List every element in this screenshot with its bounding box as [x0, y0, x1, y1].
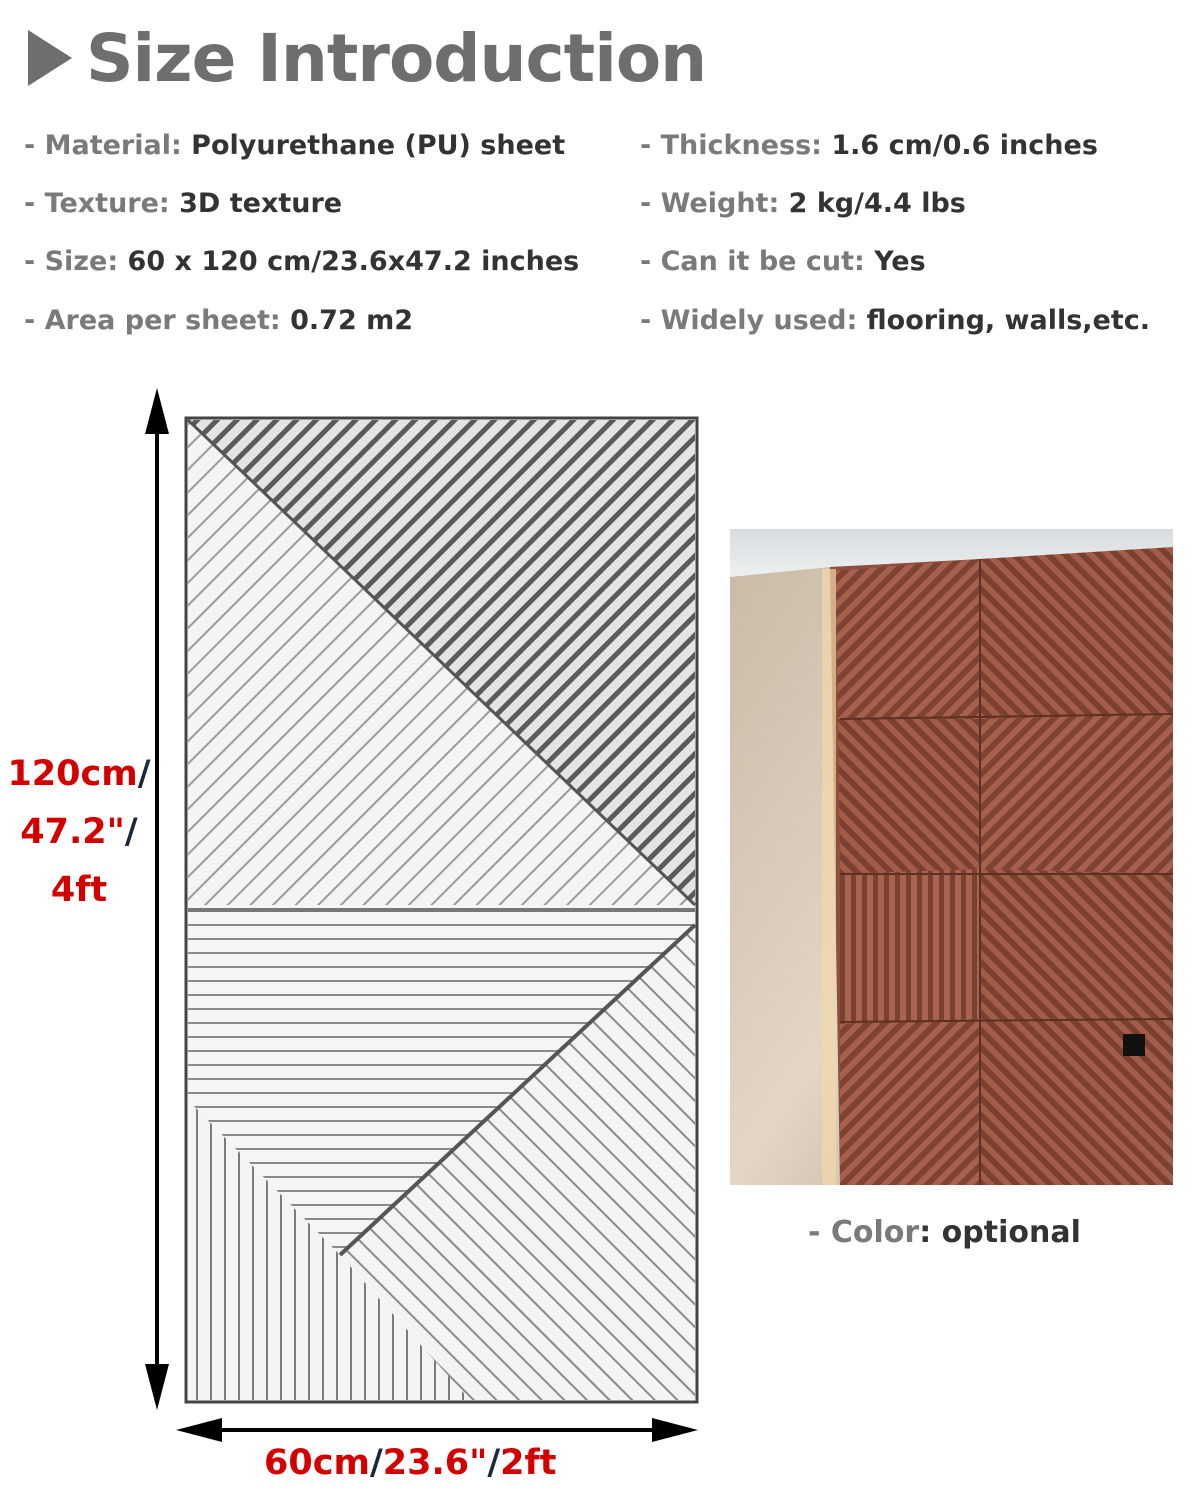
- width-ft: 2ft: [500, 1443, 557, 1483]
- spec-value: Yes: [874, 246, 926, 277]
- page-title: [28, 18, 706, 98]
- width-dimension-label: [264, 1443, 556, 1483]
- spec-label: - Weight:: [640, 188, 780, 219]
- spec-value: 3D texture: [179, 188, 343, 219]
- width-inch: 23.6": [382, 1443, 488, 1483]
- title-text: Size Introduction: [86, 19, 707, 97]
- arrow-left-icon: [176, 1418, 222, 1442]
- arrow-down-icon: [145, 1364, 169, 1410]
- separator: /: [487, 1443, 501, 1483]
- width-cm: 60cm: [264, 1443, 370, 1483]
- spec-weight: [640, 188, 966, 219]
- spec-value: flooring, walls,etc.: [866, 305, 1151, 336]
- spec-value: 1.6 cm/0.6 inches: [831, 130, 1098, 161]
- arrow-up-icon: [145, 388, 169, 434]
- arrow-right-icon: [652, 1418, 698, 1442]
- height-cm: 120cm: [7, 754, 138, 794]
- spec-material: [24, 130, 565, 161]
- spec-value: 2 kg/4.4 lbs: [788, 188, 966, 219]
- outlet-box: [1123, 1034, 1145, 1056]
- spec-used: [640, 305, 1150, 336]
- color-colon: :: [919, 1215, 932, 1250]
- spec-label: - Size:: [24, 246, 119, 277]
- separator: /: [137, 754, 151, 794]
- color-value: optional: [941, 1215, 1081, 1250]
- spec-label: - Can it be cut:: [640, 246, 865, 277]
- height-inch: 47.2": [20, 812, 125, 852]
- height-dimension-label: [4, 745, 154, 919]
- color-label: - Color: [808, 1215, 920, 1250]
- spec-label: - Material:: [24, 130, 182, 161]
- height-ft: 4ft: [50, 870, 108, 910]
- spec-texture: [24, 188, 342, 219]
- play-triangle-icon: [28, 30, 72, 86]
- separator: /: [124, 812, 138, 852]
- spec-label: - Widely used:: [640, 305, 858, 336]
- spec-label: - Thickness:: [640, 130, 822, 161]
- spec-value: 60 x 120 cm/23.6x47.2 inches: [127, 246, 580, 277]
- spec-value: Polyurethane (PU) sheet: [191, 130, 566, 161]
- spec-area: [24, 305, 413, 336]
- wall-photo-illustration: [730, 529, 1173, 1185]
- spec-thickness: [640, 130, 1098, 161]
- spec-size: [24, 246, 579, 277]
- spec-label: - Area per sheet:: [24, 305, 281, 336]
- spec-cut: [640, 246, 926, 277]
- installed-wall-photo: [730, 529, 1173, 1185]
- spec-label: - Texture:: [24, 188, 170, 219]
- color-spec: [808, 1215, 1081, 1250]
- separator: /: [369, 1443, 383, 1483]
- spec-value: 0.72 m2: [290, 305, 414, 336]
